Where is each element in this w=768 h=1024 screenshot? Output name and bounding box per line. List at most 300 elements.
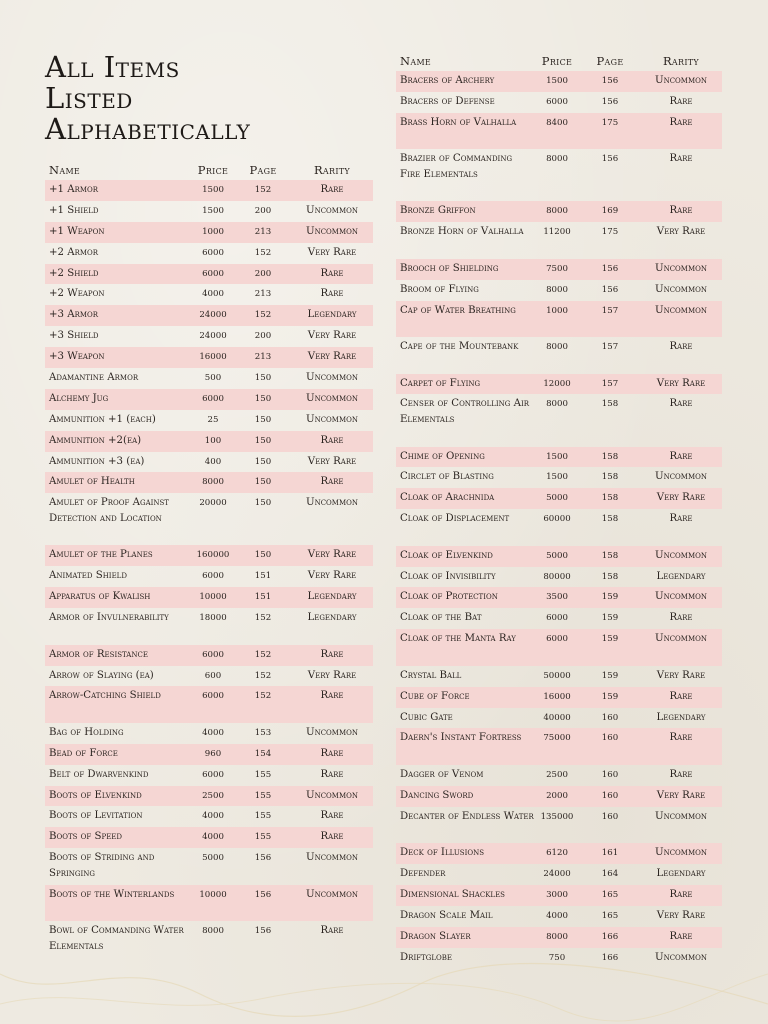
table-row	[396, 92, 722, 113]
item-rarity: Uncommon	[654, 471, 707, 483]
item-rarity: Rare	[669, 450, 693, 462]
table-row	[45, 608, 373, 645]
header-page: Page	[249, 163, 277, 177]
item-page: 161	[601, 848, 619, 859]
table-row	[45, 347, 373, 368]
table-row	[45, 765, 373, 786]
item-rarity: Very Rare	[307, 455, 357, 467]
item-price: 60000	[543, 514, 571, 525]
table-row	[45, 786, 373, 807]
item-rarity: Rare	[320, 648, 344, 660]
table-row	[45, 827, 373, 848]
item-name: +3 Armor	[49, 309, 99, 321]
item-price: 400	[204, 456, 222, 467]
table-row	[396, 394, 722, 446]
item-rarity: Uncommon	[305, 372, 358, 384]
item-name: +1 Armor	[49, 184, 99, 195]
item-rarity: Uncommon	[654, 75, 707, 86]
item-name: Cloak of the Bat	[400, 612, 482, 624]
item-name: Bracers of Defense	[400, 95, 495, 107]
item-rarity: Uncommon	[305, 497, 358, 509]
item-rarity: Rare	[320, 925, 344, 937]
item-page: 152	[254, 691, 272, 702]
item-name: Bronze Griffon	[400, 205, 476, 217]
item-name: Decanter of Endless Water	[400, 810, 534, 822]
item-price: 4000	[202, 811, 224, 822]
item-page: 158	[601, 571, 619, 582]
table-row	[45, 723, 373, 744]
item-page: 156	[601, 76, 619, 86]
item-price: 6120	[546, 848, 568, 859]
item-page: 150	[254, 456, 272, 467]
item-page: 159	[601, 592, 619, 603]
item-price: 16000	[199, 352, 227, 363]
item-price: 1500	[202, 205, 224, 216]
item-page: 156	[601, 96, 619, 107]
title-line: Listed	[45, 81, 133, 115]
item-rarity: Rare	[669, 341, 693, 353]
item-name: Dimensional Shackles	[400, 889, 505, 900]
item-page: 213	[254, 289, 272, 300]
item-name: Chime of Opening	[400, 450, 485, 462]
item-name: Brass Horn of Valhalla	[400, 116, 517, 128]
item-rarity: Rare	[320, 768, 344, 780]
item-price: 6000	[546, 96, 568, 107]
item-price: 6000	[202, 571, 224, 582]
item-page: 152	[254, 613, 272, 624]
item-page: 158	[601, 493, 619, 504]
item-price: 6000	[202, 649, 224, 660]
table-row	[45, 848, 373, 885]
item-name: Cloak of Invisibility	[400, 570, 496, 582]
table-row	[396, 280, 722, 301]
item-page: 155	[254, 811, 272, 822]
item-price: 24000	[199, 310, 227, 321]
item-name: Defender	[400, 868, 446, 880]
item-page: 160	[601, 733, 619, 744]
item-name: +1 Shield	[49, 204, 99, 216]
item-rarity: Rare	[669, 889, 693, 900]
item-page: 152	[254, 310, 272, 321]
item-name: Cap of Water Breathing	[400, 304, 516, 316]
item-name: Armor of Resistance	[49, 648, 148, 660]
table-row	[396, 71, 722, 92]
item-price: 20000	[199, 498, 227, 509]
item-rarity: Rare	[320, 267, 344, 279]
item-price: 4000	[202, 727, 224, 738]
item-price: 4000	[546, 910, 568, 921]
table-row	[396, 786, 722, 807]
item-price: 1500	[546, 76, 568, 86]
item-price: 4000	[202, 289, 224, 300]
table-row	[396, 608, 722, 629]
item-name: +2 Shield	[49, 267, 99, 279]
item-name: Boots of Speed	[49, 831, 123, 843]
table-row	[396, 728, 722, 765]
item-page: 164	[601, 869, 619, 880]
item-rarity: Rare	[669, 690, 693, 702]
item-rarity: Rare	[320, 184, 344, 195]
item-price: 12000	[543, 378, 571, 389]
table-row	[45, 305, 373, 326]
item-price: 40000	[543, 712, 571, 723]
table-row	[45, 806, 373, 827]
item-rarity: Rare	[320, 831, 344, 843]
items-table-left	[45, 160, 373, 958]
item-price: 80000	[543, 571, 571, 582]
item-price: 16000	[543, 691, 571, 702]
table-row	[396, 666, 722, 687]
item-name: Dragon Scale Mail	[400, 909, 493, 921]
item-page: 150	[254, 498, 272, 509]
item-name: Apparatus of Kwalish	[49, 591, 151, 603]
item-page: 155	[254, 790, 272, 801]
item-rarity: Legendary	[656, 570, 706, 582]
item-page: 151	[254, 571, 272, 582]
table-row	[396, 587, 722, 608]
item-rarity: Rare	[320, 747, 344, 759]
item-page: 159	[601, 634, 619, 645]
item-page: 154	[254, 748, 272, 759]
item-price: 24000	[199, 331, 227, 342]
item-price: 5000	[546, 550, 568, 561]
item-name: Animated Shield	[49, 570, 127, 582]
item-price: 8000	[546, 154, 568, 165]
table-row	[396, 765, 722, 786]
item-rarity: Rare	[669, 95, 693, 107]
item-name: Brooch of Shielding	[400, 262, 499, 274]
item-page: 150	[254, 414, 272, 425]
item-price: 8400	[546, 117, 568, 128]
item-page: 156	[601, 154, 619, 165]
item-price: 135000	[540, 811, 574, 822]
item-name: Cloak of Elvenkind	[400, 549, 493, 561]
item-name: Dragon Slayer	[400, 930, 471, 942]
item-price: 2000	[546, 790, 568, 801]
table-header	[396, 51, 722, 71]
item-name: Bag of Holding	[49, 726, 124, 738]
item-page: 156	[254, 853, 272, 864]
item-page: 150	[254, 373, 272, 384]
table-row	[396, 567, 722, 588]
table-row	[45, 666, 373, 687]
table-row	[396, 201, 722, 222]
title-line: All Items	[45, 50, 180, 84]
item-rarity: Rare	[669, 930, 693, 942]
item-rarity: Legendary	[656, 868, 706, 880]
item-page: 152	[254, 247, 272, 258]
item-page: 159	[601, 691, 619, 702]
item-name: Alchemy Jug	[49, 392, 109, 404]
table-row	[45, 744, 373, 765]
item-page: 157	[601, 342, 619, 353]
item-price: 8000	[546, 931, 568, 942]
item-rarity: Uncommon	[305, 852, 358, 864]
item-page: 150	[254, 435, 272, 446]
item-price: 8000	[546, 399, 568, 410]
item-name: Bead of Force	[49, 747, 118, 759]
item-name: Cube of Force	[400, 690, 470, 702]
item-name: Ammunition +2(ea)	[49, 434, 142, 446]
item-rarity: Uncommon	[654, 847, 707, 859]
header-name: Name	[400, 54, 432, 68]
item-name: Boots of the Winterlands	[49, 888, 175, 900]
item-price: 10000	[199, 889, 227, 900]
item-price: 100	[204, 435, 222, 446]
item-name: +3 Shield	[49, 330, 99, 342]
table-row	[45, 243, 373, 264]
item-page: 153	[254, 727, 272, 738]
table-body-left	[45, 180, 373, 958]
item-price: 1000	[202, 226, 224, 237]
item-name: Daern's Instant Fortress	[400, 732, 522, 744]
item-name: Boots of Levitation	[49, 810, 143, 822]
item-rarity: Uncommon	[654, 262, 707, 274]
item-name: Cloak of Displacement	[400, 513, 510, 525]
table-row	[396, 374, 722, 395]
item-price: 6000	[202, 393, 224, 404]
item-rarity: Very Rare	[656, 789, 706, 801]
item-page: 158	[601, 514, 619, 525]
table-row	[396, 629, 722, 666]
table-row	[396, 447, 722, 468]
item-price: 18000	[199, 613, 227, 624]
item-page: 160	[601, 811, 619, 822]
table-row	[396, 337, 722, 374]
item-rarity: Rare	[669, 612, 693, 624]
table-row	[396, 906, 722, 927]
item-price: 8000	[202, 477, 224, 488]
table-row	[45, 452, 373, 473]
header-rarity: Rarity	[313, 163, 351, 177]
item-name: Belt of Dwarvenkind	[49, 768, 149, 780]
item-page: 151	[254, 592, 272, 603]
item-page: 156	[601, 284, 619, 295]
item-name: Cape of the Mountebank	[400, 341, 519, 353]
table-row	[396, 807, 722, 844]
item-price: 2500	[202, 790, 224, 801]
item-rarity: Very Rare	[656, 377, 706, 389]
item-name: Bowl of Commanding Water Elementals	[49, 925, 184, 952]
table-row	[396, 546, 722, 567]
item-rarity: Rare	[320, 690, 344, 702]
item-price: 8000	[546, 342, 568, 353]
table-row	[396, 222, 722, 259]
item-rarity: Rare	[669, 768, 693, 780]
item-price: 8000	[202, 926, 224, 937]
item-name: +1 Weapon	[49, 225, 105, 237]
item-rarity: Uncommon	[305, 726, 358, 738]
table-row	[45, 201, 373, 222]
table-row	[45, 389, 373, 410]
table-row	[45, 222, 373, 243]
item-price: 960	[204, 748, 222, 759]
table-row	[45, 686, 373, 723]
item-name: Dagger of Venom	[400, 768, 484, 780]
item-rarity: Very Rare	[307, 246, 357, 258]
item-rarity: Very Rare	[307, 570, 357, 582]
item-rarity: Very Rare	[307, 669, 357, 681]
table-row	[396, 113, 722, 150]
item-page: 152	[254, 649, 272, 660]
table-row	[45, 326, 373, 347]
item-page: 160	[601, 769, 619, 780]
item-price: 5000	[202, 853, 224, 864]
table-row	[45, 493, 373, 545]
item-rarity: Uncommon	[305, 225, 358, 237]
item-page: 155	[254, 769, 272, 780]
item-page: 157	[601, 305, 619, 316]
item-rarity: Very Rare	[656, 669, 706, 681]
item-rarity: Legendary	[307, 612, 357, 624]
item-page: 156	[254, 889, 272, 900]
item-page: 213	[254, 352, 272, 363]
item-name: Driftglobe	[400, 951, 452, 963]
decorative-border-icon	[0, 934, 768, 1024]
header-price: Price	[541, 54, 573, 68]
item-rarity: Uncommon	[654, 304, 707, 316]
table-row	[45, 566, 373, 587]
table-row	[45, 545, 373, 566]
item-price: 500	[204, 373, 222, 384]
item-rarity: Uncommon	[654, 591, 707, 603]
item-name: Boots of Striding and Springing	[49, 852, 155, 879]
item-rarity: Very Rare	[307, 330, 357, 342]
item-name: Amulet of the Planes	[49, 549, 153, 561]
item-name: Bronze Horn of Valhalla	[400, 226, 524, 238]
item-name: Circlet of Blasting	[400, 471, 494, 483]
item-name: Amulet of Health	[49, 476, 135, 488]
item-page: 165	[601, 890, 619, 900]
table-row	[396, 259, 722, 280]
item-page: 175	[601, 227, 619, 238]
table-row	[396, 885, 722, 906]
item-name: Crystal Ball	[400, 669, 462, 681]
item-rarity: Uncommon	[305, 789, 358, 801]
item-price: 6000	[546, 634, 568, 645]
item-page: 169	[601, 206, 619, 217]
item-rarity: Rare	[320, 434, 344, 446]
table-body-right	[396, 71, 722, 969]
item-name: +3 Weapon	[49, 351, 105, 363]
item-price: 6000	[202, 769, 224, 780]
item-page: 165	[601, 910, 619, 921]
item-price: 1000	[546, 305, 568, 316]
item-price: 600	[204, 670, 222, 681]
item-price: 6000	[546, 613, 568, 624]
item-price: 3500	[546, 592, 568, 603]
item-name: Adamantine Armor	[49, 372, 139, 384]
table-row	[396, 149, 722, 201]
item-price: 10000	[199, 592, 227, 603]
table-row	[45, 645, 373, 666]
item-name: Dancing Sword	[400, 789, 474, 801]
item-name: Amulet of Proof Against Detection and Location	[49, 497, 169, 524]
title-line: Alphabetically	[45, 112, 251, 146]
header-rarity: Rarity	[662, 54, 700, 68]
item-price: 160000	[196, 550, 230, 561]
item-page: 158	[601, 550, 619, 561]
item-rarity: Rare	[669, 398, 693, 410]
item-page: 200	[254, 205, 272, 216]
item-page: 156	[601, 263, 619, 274]
item-price: 25	[207, 414, 219, 425]
item-price: 750	[548, 952, 566, 963]
item-price: 4000	[202, 832, 224, 843]
table-row	[396, 301, 722, 338]
item-page: 156	[254, 926, 272, 937]
item-price: 11200	[543, 227, 571, 238]
item-rarity: Uncommon	[654, 283, 707, 295]
item-rarity: Uncommon	[305, 204, 358, 216]
table-row	[396, 488, 722, 509]
table-row	[396, 843, 722, 864]
item-rarity: Uncommon	[305, 413, 358, 425]
header-name: Name	[49, 163, 81, 177]
header-price: Price	[197, 163, 229, 177]
header-page: Page	[596, 54, 624, 68]
item-page: 155	[254, 832, 272, 843]
item-rarity: Rare	[320, 810, 344, 822]
items-table-right	[396, 51, 722, 969]
item-price: 1500	[546, 451, 568, 462]
item-rarity: Rare	[669, 116, 693, 128]
item-rarity: Legendary	[656, 711, 706, 723]
item-price: 75000	[543, 733, 571, 744]
table-row	[396, 864, 722, 885]
table-row	[396, 687, 722, 708]
table-row	[396, 467, 722, 488]
item-page: 213	[254, 226, 272, 237]
item-page: 159	[601, 670, 619, 681]
item-page: 175	[601, 117, 619, 128]
table-row	[45, 885, 373, 922]
table-row	[45, 180, 373, 201]
item-name: Cloak of Arachnida	[400, 492, 495, 504]
item-rarity: Uncommon	[654, 549, 707, 561]
item-name: Ammunition +1 (each)	[49, 413, 156, 425]
item-price: 1500	[546, 472, 568, 483]
table-row	[45, 587, 373, 608]
item-page: 166	[601, 931, 619, 942]
item-rarity: Very Rare	[656, 909, 706, 921]
item-page: 166	[601, 952, 619, 963]
item-page: 158	[601, 472, 619, 483]
item-rarity: Rare	[669, 513, 693, 525]
table-row	[45, 410, 373, 431]
table-row	[396, 708, 722, 729]
item-price: 6000	[202, 268, 224, 279]
item-rarity: Legendary	[307, 591, 357, 603]
item-page: 150	[254, 393, 272, 404]
item-page: 200	[254, 331, 272, 342]
item-page: 160	[601, 790, 619, 801]
item-page: 152	[254, 670, 272, 681]
item-rarity: Very Rare	[656, 492, 706, 504]
item-page: 160	[601, 712, 619, 723]
table-row	[45, 264, 373, 285]
item-rarity: Rare	[320, 288, 344, 300]
item-page: 158	[601, 451, 619, 462]
item-rarity: Very Rare	[307, 351, 357, 363]
item-page: 152	[254, 185, 272, 195]
item-name: Brazier of Commanding Fire Elementals	[400, 153, 513, 180]
item-price: 24000	[543, 869, 571, 880]
item-page: 159	[601, 613, 619, 624]
item-rarity: Very Rare	[307, 549, 357, 561]
item-name: Cloak of the Manta Ray	[400, 633, 516, 645]
item-price: 3000	[546, 890, 568, 900]
